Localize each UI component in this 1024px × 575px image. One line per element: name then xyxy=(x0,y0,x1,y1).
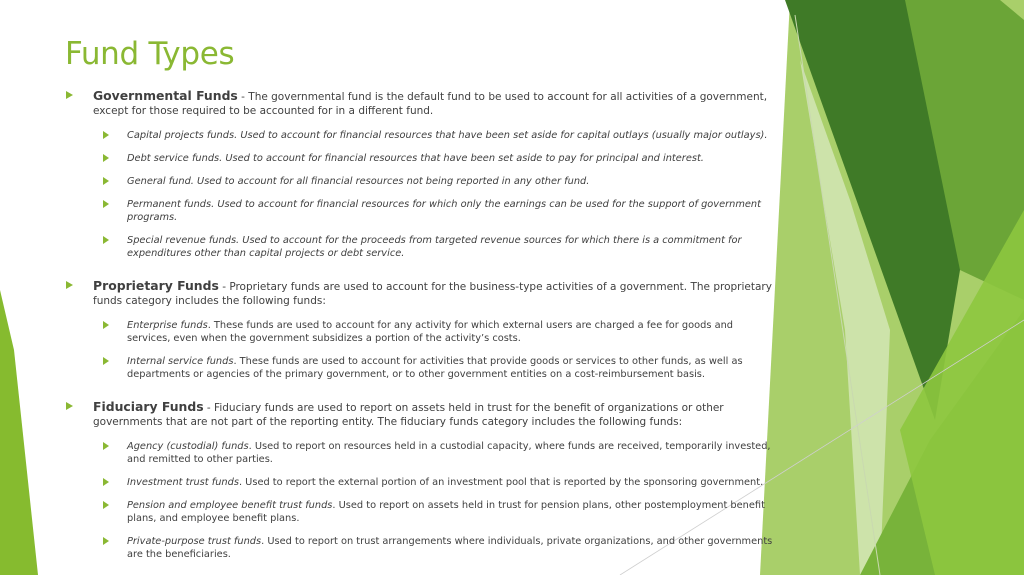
fund-category-section xyxy=(66,400,774,561)
fund-description: . Used to report on trust arrangements where individuals, private organizations, and other governments are the beneficiaries. xyxy=(127,536,773,560)
fund-description: . These funds are used to account for any activity for which external users are charged a fee for goods and services, even when the government subsidizes a portion of the activity’s costs. xyxy=(127,320,733,344)
fund-name: Private-purpose trust funds xyxy=(127,536,262,547)
fund-description: Capital projects funds. Used to account for financial resources that have been set aside for capital outlays (usually major outlays). xyxy=(127,130,768,141)
fund-description: Special revenue funds. Used to account for the proceeds from targeted revenue sources for which there is a commitment for expenditures other than capital projects or debt service. xyxy=(127,235,742,259)
fund-description: . These funds are used to account for activities that provide goods or services to other funds, as well as departments or agencies of the primary government, or to other government entities on a cost-reimbursement basis. xyxy=(127,356,743,380)
fund-list-item xyxy=(93,152,774,165)
fund-description: . Used to report on assets held in trust for pension plans, other postemployment benefit plans, and employee benefit plans. xyxy=(127,500,765,524)
fund-list-item xyxy=(93,129,774,142)
fund-list-item xyxy=(93,499,774,525)
arrow-bullet-icon xyxy=(103,478,109,486)
arrow-bullet-icon xyxy=(66,91,73,99)
fund-list xyxy=(93,129,774,260)
fund-category-heading: Governmental Funds xyxy=(93,88,238,103)
fund-list xyxy=(93,319,774,381)
fund-category-section xyxy=(66,279,774,381)
fund-category-paragraph xyxy=(93,400,774,429)
fund-category-section xyxy=(66,89,774,260)
fund-category-description: - Fiduciary funds are used to report on assets held in trust for the benefit of organizations or other governments that are not part of the reporting entity. The fiduciary funds category includes the following funds: xyxy=(93,402,724,428)
fund-description: . Used to report the external portion of an investment pool that is reported by the sponsoring government. xyxy=(238,477,764,488)
fund-category-paragraph xyxy=(93,89,774,118)
fund-list-item xyxy=(93,440,774,466)
fund-list xyxy=(93,440,774,561)
arrow-bullet-icon xyxy=(103,357,109,365)
fund-name: Agency (custodial) funds xyxy=(127,441,249,452)
fund-list-item xyxy=(93,319,774,345)
fund-description: . Used to report on resources held in a custodial capacity, where funds are received, temporarily invested, and remitted to other parties. xyxy=(127,441,771,465)
fund-list-item xyxy=(93,476,774,489)
arrow-bullet-icon xyxy=(103,321,109,329)
fund-name: Investment trust funds xyxy=(127,477,239,488)
fund-list-item xyxy=(93,535,774,561)
slide-title: Fund Types xyxy=(65,36,235,72)
fund-category-heading: Fiduciary Funds xyxy=(93,399,204,414)
arrow-bullet-icon xyxy=(66,402,73,410)
fund-name: Enterprise funds xyxy=(127,320,208,331)
arrow-bullet-icon xyxy=(103,200,109,208)
fund-list-item xyxy=(93,198,774,224)
fund-category-heading: Proprietary Funds xyxy=(93,278,219,293)
arrow-bullet-icon xyxy=(103,442,109,450)
fund-list-item xyxy=(93,175,774,188)
fund-name: Internal service funds xyxy=(127,356,234,367)
fund-description: Permanent funds. Used to account for financial resources for which only the earnings can be used for the support of government programs. xyxy=(127,199,761,223)
fund-category-description: - Proprietary funds are used to account for the business-type activities of a government. The proprietary funds category includes the following funds: xyxy=(93,281,772,307)
fund-list-item xyxy=(93,355,774,381)
arrow-bullet-icon xyxy=(103,154,109,162)
fund-name: Pension and employee benefit trust funds xyxy=(127,500,333,511)
arrow-bullet-icon xyxy=(103,236,109,244)
arrow-bullet-icon xyxy=(66,281,73,289)
slide-content xyxy=(66,89,774,571)
fund-category-description: - The governmental fund is the default fund to be used to account for all activities of a government, except for those required to be accounted for in a different fund. xyxy=(93,91,768,117)
arrow-bullet-icon xyxy=(103,131,109,139)
fund-list-item xyxy=(93,234,774,260)
fund-description: Debt service funds. Used to account for financial resources that have been set aside to pay for principal and interest. xyxy=(127,153,704,164)
fund-description: General fund. Used to account for all financial resources not being reported in any other fund. xyxy=(127,176,590,187)
fund-category-paragraph xyxy=(93,279,774,308)
arrow-bullet-icon xyxy=(103,501,109,509)
arrow-bullet-icon xyxy=(103,537,109,545)
arrow-bullet-icon xyxy=(103,177,109,185)
